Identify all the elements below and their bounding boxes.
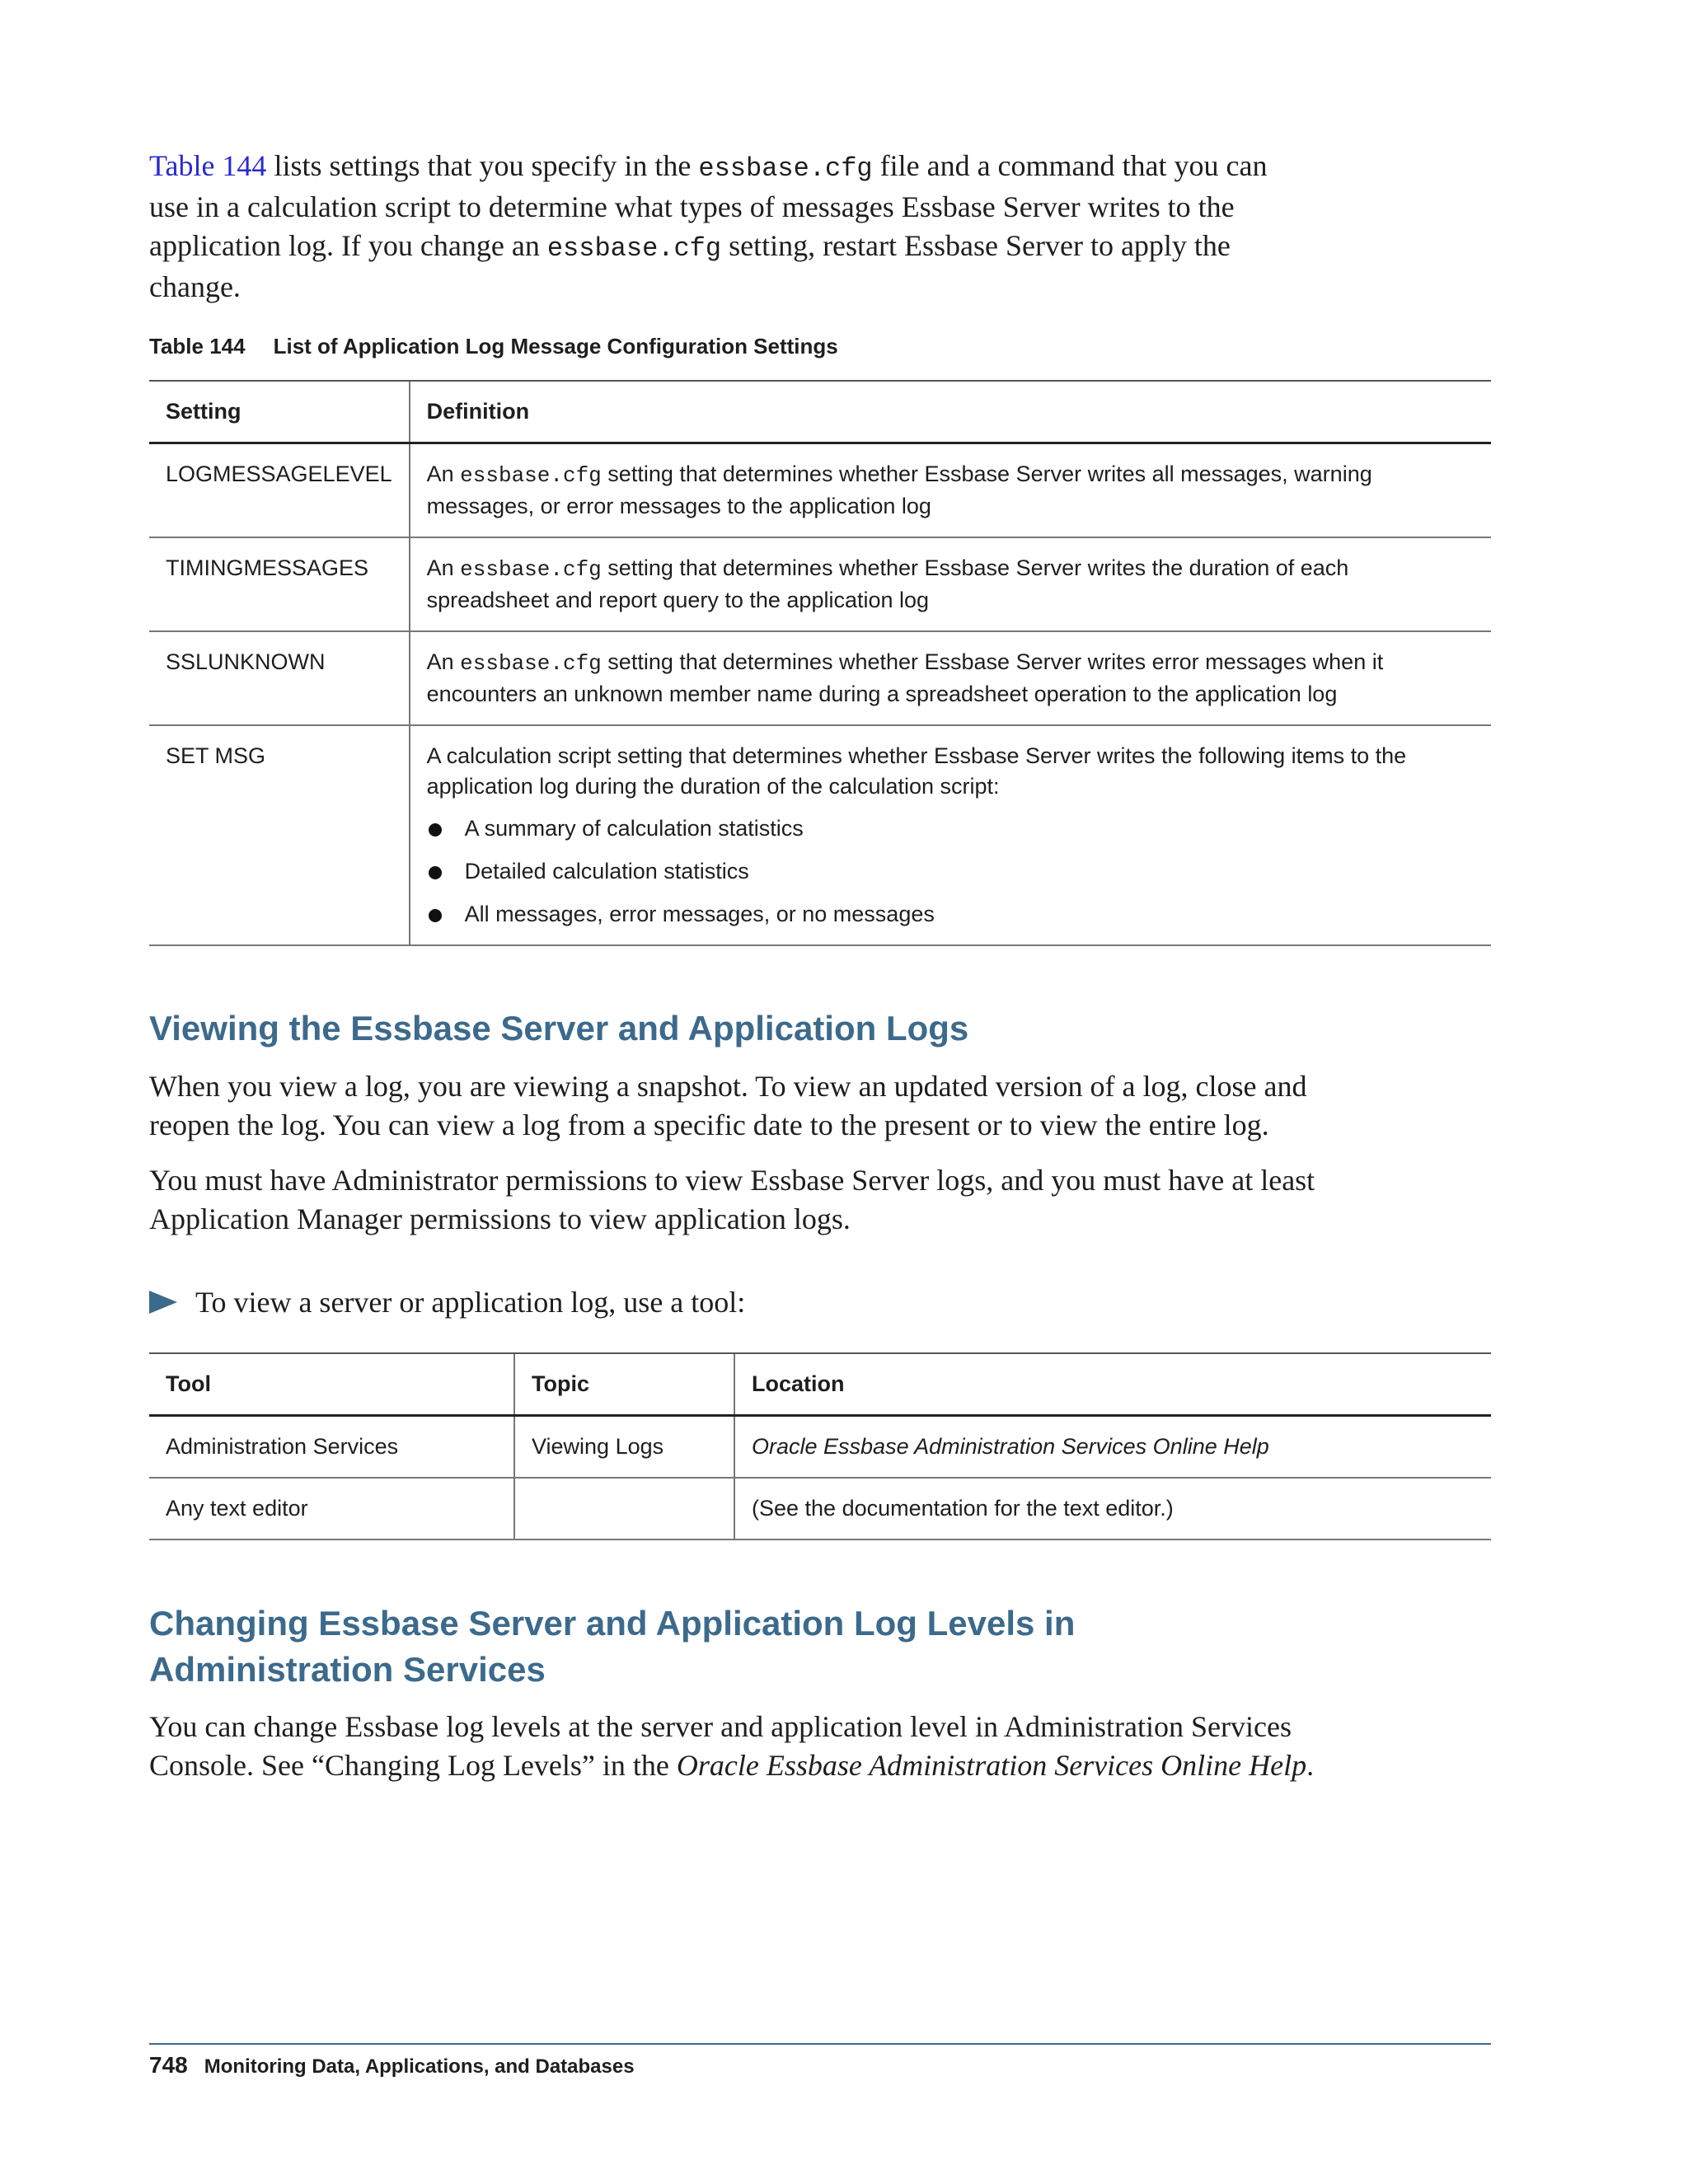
list-item-text: Detailed calculation statistics <box>464 859 749 883</box>
arrow-icon <box>149 1291 177 1314</box>
list-item-text: All messages, error messages, or no messages <box>464 902 935 926</box>
tool-cell: Any text editor <box>149 1478 514 1540</box>
section-heading-changing-log-levels: Changing Essbase Server and Application Log Levels in Administration Services <box>149 1604 1076 1689</box>
list-item <box>427 813 1475 844</box>
definition-post: setting that determines whether Essbase Server writes all messages, warning messages, or error messages to the application log <box>426 462 1372 518</box>
header-topic: Topic <box>514 1353 734 1416</box>
section-heading-viewing-logs: Viewing the Essbase Server and Application Logs <box>149 1009 969 1047</box>
definition-post: setting that determines whether Essbase Server writes error messages when it encounters an unknown member name during a spreadsheet operation to the application log <box>426 649 1384 706</box>
paragraph-text: You can change Essbase log levels at the server and application level in Administration Services Console. See “Changing Log Levels” in the <box>149 1710 1292 1782</box>
header-setting: Setting <box>149 381 410 443</box>
definition-code: essbase.cfg <box>460 463 602 488</box>
intro-code-2: essbase.cfg <box>546 233 722 264</box>
procedure-step <box>149 1283 745 1322</box>
definition-cell <box>410 537 1491 631</box>
intro-text-2: file and a command that you can use in a calculation script to determine what types of messages Essbase Server writes to the application log. If you change an <box>149 149 1268 262</box>
settings-table <box>149 380 1491 946</box>
bullet-icon <box>429 866 442 879</box>
tool-cell: Administration Services <box>149 1416 514 1479</box>
setting-cell: SSLUNKNOWN <box>149 631 410 725</box>
header-definition: Definition <box>410 381 1491 443</box>
setting-cell: SET MSG <box>149 725 410 945</box>
definition-cell <box>410 631 1491 725</box>
list-item <box>427 899 1475 930</box>
definition-text: A calculation script setting that determines whether Essbase Server writes the following items to the application log during the duration of the calculation script: <box>426 743 1407 799</box>
intro-code-1: essbase.cfg <box>698 153 873 184</box>
definition-code: essbase.cfg <box>460 651 602 676</box>
intro-paragraph <box>149 147 1303 307</box>
bullet-icon <box>429 909 442 922</box>
table-row <box>149 1478 1491 1540</box>
list-item <box>427 856 1475 887</box>
paragraph-text: When you view a log, you are viewing a snapshot. To view an updated version of a log, close and reopen the log. You can view a log from a specific date to the present or to view the entire log. <box>149 1070 1307 1141</box>
definition-cell <box>410 443 1491 538</box>
topic-cell: Viewing Logs <box>514 1416 734 1479</box>
intro-text-1: lists settings that you specify in the <box>266 149 699 182</box>
list-item-text: A summary of calculation statistics <box>464 816 804 841</box>
definition-cell <box>410 725 1491 945</box>
section2-paragraph <box>149 1708 1320 1785</box>
table-144-caption <box>149 334 838 359</box>
page-number: 748 <box>149 2052 188 2078</box>
table-row <box>149 443 1491 538</box>
setting-cell: LOGMESSAGELEVEL <box>149 443 410 538</box>
definition-pre: An <box>426 462 461 486</box>
tools-table <box>149 1352 1491 1540</box>
table-row <box>149 537 1491 631</box>
location-cell <box>734 1416 1491 1479</box>
caption-title: List of Application Log Message Configuration Settings <box>273 334 838 359</box>
table-row <box>149 725 1491 945</box>
location-cell: (See the documentation for the text editor.) <box>734 1478 1491 1540</box>
section1-paragraph-1 <box>149 1067 1320 1145</box>
paragraph-end: . <box>1306 1749 1315 1782</box>
page-footer <box>149 2052 635 2079</box>
bullet-list <box>427 813 1475 930</box>
paragraph-italic: Oracle Essbase Administration Services Online Help <box>676 1749 1307 1782</box>
paragraph-text: You must have Administrator permissions to view Essbase Server logs, and you must have at least Application Manager permissions to view application logs. <box>149 1164 1315 1235</box>
setting-cell: TIMINGMESSAGES <box>149 537 410 631</box>
table-row <box>149 1416 1491 1479</box>
tools-table-header <box>149 1353 1491 1416</box>
header-tool: Tool <box>149 1353 514 1416</box>
section1-paragraph-2 <box>149 1161 1320 1239</box>
chapter-title: Monitoring Data, Applications, and Databases <box>204 2055 635 2078</box>
procedure-text: To view a server or application log, use a tool: <box>195 1286 746 1319</box>
table-144-link[interactable]: Table 144 <box>149 149 267 182</box>
header-location: Location <box>734 1353 1491 1416</box>
settings-table-header <box>149 381 1491 443</box>
footer-rule <box>149 2043 1491 2045</box>
bullet-icon <box>429 823 442 837</box>
location-text: Oracle Essbase Administration Services Online Help <box>752 1434 1269 1459</box>
definition-pre: An <box>426 555 461 580</box>
definition-code: essbase.cfg <box>460 557 602 582</box>
definition-post: setting that determines whether Essbase Server writes the duration of each spreadsheet and report query to the application log <box>426 555 1349 612</box>
intro-text-3: setting, restart Essbase Server to apply the change. <box>149 229 1231 303</box>
topic-cell <box>514 1478 734 1540</box>
caption-number: Table 144 <box>149 334 246 359</box>
definition-pre: An <box>426 649 461 674</box>
table-row <box>149 631 1491 725</box>
